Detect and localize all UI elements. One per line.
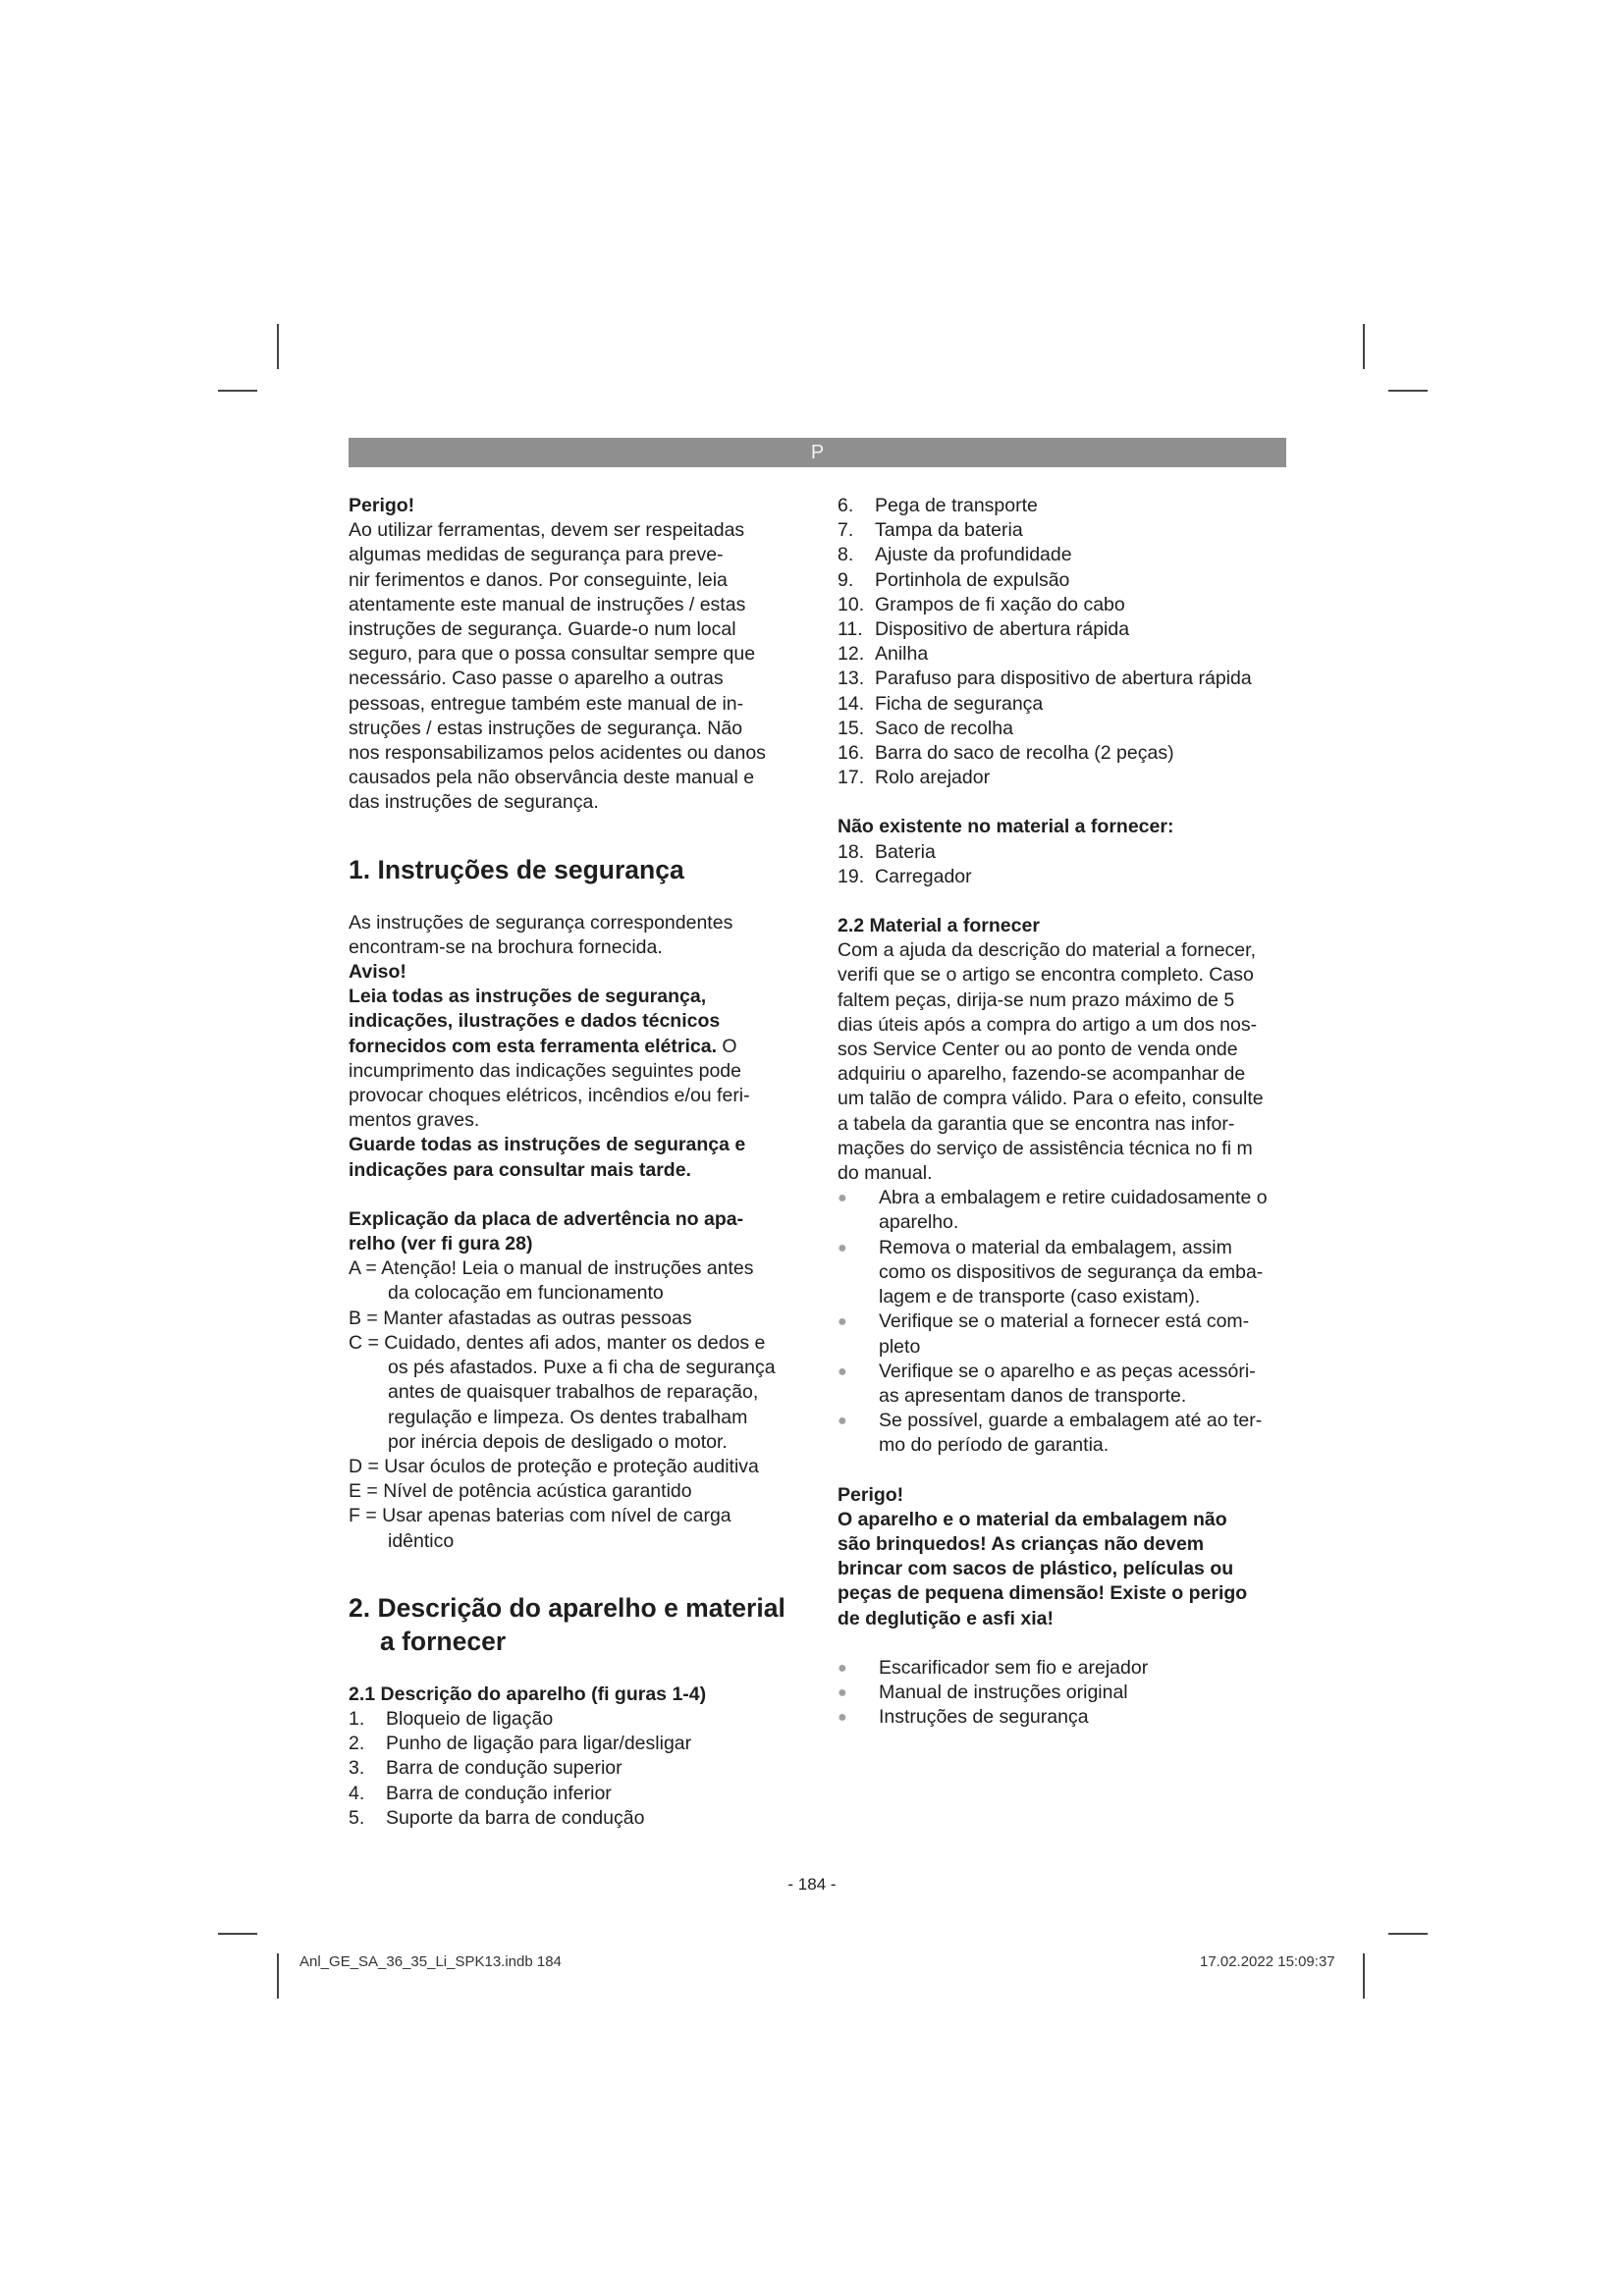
plate-item-line: os pés afastados. Puxe a fi cha de segurança — [388, 1357, 776, 1379]
unpack-step-line: lagem e de transporte (caso existam). — [879, 1286, 1201, 1308]
part-item-text: Barra de condução superior — [386, 1757, 623, 1780]
danger-text-line: das instruções de segurança. — [349, 791, 599, 814]
warning-bold-line: indicações, ilustrações e dados técnicos — [349, 1010, 721, 1033]
danger-heading: Perigo! — [838, 1483, 904, 1506]
unpack-step — [838, 1186, 1299, 1235]
section-2-title-line: 2. Descrição do aparelho e material — [349, 1592, 785, 1623]
danger-text-line: O aparelho e o material da embalagem não — [838, 1508, 1227, 1530]
plate-item-line: regulação e limpeza. Os dentes trabalham — [388, 1406, 748, 1428]
part-item-number: 12. — [838, 643, 865, 666]
supply-text-line: faltem peças, dirija-se num prazo máximo de 5 — [838, 988, 1235, 1011]
supply-text-line: adquiriu o aparelho, fazendo-se acompanhar de — [838, 1063, 1246, 1086]
section-2-title-line: a fornecer — [380, 1626, 507, 1656]
part-item-text: Saco de recolha — [875, 717, 1013, 739]
unpack-step-line: Abra a embalagem e retire cuidadosamente o — [879, 1187, 1268, 1209]
crop-mark — [277, 1953, 279, 1999]
plate-heading-line: relho (ver fi gura 28) — [349, 1233, 533, 1255]
unpack-step-line: aparelho. — [879, 1211, 959, 1234]
unpack-step-line: como os dispositivos de segurança da emba- — [879, 1260, 1264, 1283]
danger-text-line: seguro, para que o possa consultar sempre que — [349, 643, 756, 666]
supply-text-line: dias úteis após a compra do artigo a um dos nos- — [838, 1013, 1258, 1036]
crop-mark — [1388, 1933, 1428, 1935]
part-item-number: 11. — [838, 618, 863, 641]
part-item — [838, 593, 1299, 617]
plate-item-line: por inércia depois de desligado o motor. — [388, 1430, 728, 1453]
plate-item-line: idêntico — [388, 1529, 455, 1552]
danger-text-line: brincar com sacos de plástico, películas ou — [838, 1558, 1234, 1580]
footer-timestamp: 17.02.2022 15:09:37 — [1200, 1953, 1335, 1970]
unpack-step-line: as apresentam danos de transporte. — [879, 1384, 1187, 1407]
unpack-step-text — [879, 1309, 1249, 1359]
part-item-text: Rolo arejador — [875, 767, 991, 789]
unpack-step-text — [879, 1236, 1263, 1310]
bullet-icon: ● — [838, 1683, 847, 1701]
part-item-text: Bloqueio de ligação — [386, 1707, 554, 1730]
not-supplied-heading: Não existente no material a fornecer: — [838, 816, 1174, 838]
plate-item-line: F = Usar apenas baterias com nível de carga — [349, 1505, 731, 1527]
page-number: - 184 - — [787, 1875, 837, 1894]
part-item — [838, 667, 1299, 691]
part-item-number: 13. — [838, 667, 865, 690]
plate-item-line: E = Nível de potência acústica garantido — [349, 1480, 692, 1503]
part-item-number: 16. — [838, 742, 865, 765]
supplied-item — [838, 1656, 1299, 1681]
unpack-step-line: Remova o material da embalagem, assim — [879, 1236, 1232, 1258]
part-item — [838, 741, 1299, 766]
danger-text-line: causados pela não observância deste manual e — [349, 767, 755, 789]
subsection-2-2-title: 2.2 Material a fornecer — [838, 915, 1040, 937]
warning-bold-end: fornecidos com esta ferramenta elétrica. — [349, 1035, 717, 1057]
danger-text-line: instruções de segurança. Guarde-o num local — [349, 618, 736, 641]
unpack-step-text — [879, 1186, 1268, 1235]
danger-text-line: struções / estas instruções de segurança. Não — [349, 717, 743, 739]
intro-line: encontram-se na brochura fornecida. — [349, 935, 663, 958]
part-item — [838, 766, 1299, 790]
danger-text-line: algumas medidas de segurança para preve- — [349, 544, 724, 566]
not-supplied-item — [838, 840, 1299, 865]
warning-plate-item — [349, 1479, 810, 1504]
danger-text-line: necessário. Caso passe o aparelho a outras — [349, 667, 724, 690]
unpack-step-text — [879, 1360, 1256, 1409]
part-item-number: 3. — [349, 1757, 365, 1780]
part-item-number: 9. — [838, 568, 854, 591]
part-item-text: Punho de ligação para ligar/desligar — [386, 1733, 692, 1755]
part-item-text: Portinhola de expulsão — [875, 568, 1070, 591]
unpack-step-line: Se possível, guarde a embalagem até ao ter- — [879, 1410, 1263, 1432]
plate-item-line: antes de quaisquer trabalhos de reparação, — [388, 1381, 759, 1404]
unpack-step — [838, 1236, 1299, 1310]
danger-heading: Perigo! — [349, 495, 415, 516]
supply-text-line: um talão de compra válido. Para o efeito, consulte — [838, 1088, 1264, 1110]
warning-plate-item — [349, 1455, 810, 1479]
part-item-number: 2. — [349, 1733, 365, 1755]
part-item — [349, 1782, 810, 1806]
part-item — [838, 692, 1299, 717]
crop-mark — [1388, 390, 1428, 392]
warning-plate-item — [349, 1256, 810, 1306]
not-supplied-item-text: Carregador — [875, 865, 972, 887]
plate-heading-line: Explicação da placa de advertência no apa- — [349, 1207, 744, 1230]
bullet-icon: ● — [838, 1362, 847, 1380]
warning-plate-item — [349, 1331, 810, 1455]
supply-text-line: do manual. — [838, 1162, 933, 1185]
supply-text-line: Com a ajuda da descrição do material a fornecer, — [838, 939, 1256, 962]
part-item — [838, 717, 1299, 741]
part-item-text: Pega de transporte — [875, 495, 1038, 516]
crop-mark — [218, 1933, 257, 1935]
supplied-item-text: Manual de instruções original — [879, 1681, 1128, 1703]
unpack-step — [838, 1309, 1299, 1359]
crop-mark — [277, 324, 279, 369]
subsection-2-1-title: 2.1 Descrição do aparelho (fi guras 1-4) — [349, 1682, 707, 1705]
part-item — [349, 1756, 810, 1781]
part-item-number: 17. — [838, 767, 865, 789]
part-item — [838, 518, 1299, 543]
section-1-title: 1. Instruções de segurança — [349, 854, 684, 884]
part-item-text: Barra do saco de recolha (2 peças) — [875, 742, 1174, 765]
part-item-number: 15. — [838, 717, 865, 739]
supply-text-line: verifi que se o artigo se encontra completo. Caso — [838, 964, 1254, 987]
part-item-text: Tampa da bateria — [875, 519, 1023, 542]
danger-text-line: Ao utilizar ferramentas, devem ser respeitadas — [349, 519, 745, 542]
part-item — [349, 1732, 810, 1756]
footer-file-name: Anl_GE_SA_36_35_Li_SPK13.indb 184 — [299, 1953, 562, 1970]
supply-text-line: mações do serviço de assistência técnica no fi m — [838, 1137, 1253, 1159]
unpack-step-line: Verifique se o aparelho e as peças acessóri- — [879, 1360, 1256, 1382]
plate-item-line: C = Cuidado, dentes afi ados, manter os dedos e — [349, 1331, 766, 1354]
intro-line: As instruções de segurança correspondentes — [349, 911, 733, 934]
not-supplied-item-number: 19. — [838, 865, 865, 887]
supply-text-line: sos Service Center ou ao ponto de venda onde — [838, 1039, 1238, 1061]
part-item-number: 4. — [349, 1782, 365, 1804]
part-item — [838, 494, 1299, 518]
danger-text-line: atentamente este manual de instruções / estas — [349, 593, 746, 615]
unpack-step-line: Verifique se o material a fornecer está com- — [879, 1310, 1250, 1333]
bullet-icon: ● — [838, 1659, 847, 1677]
part-item-number: 5. — [349, 1806, 365, 1829]
not-supplied-item — [838, 865, 1299, 889]
part-item-text: Parafuso para dispositivo de abertura rápida — [875, 667, 1252, 690]
warning-normal-line: incumprimento das indicações seguintes pode — [349, 1059, 741, 1082]
part-item — [838, 568, 1299, 593]
right-column — [838, 494, 1299, 1730]
bullet-icon: ● — [838, 1413, 847, 1430]
supply-text-line: a tabela da garantia que se encontra nas infor- — [838, 1112, 1235, 1135]
bullet-icon: ● — [838, 1239, 847, 1256]
danger-text-line: pessoas, entregue também este manual de in- — [349, 692, 744, 715]
danger-text-line: são brinquedos! As crianças não devem — [838, 1532, 1205, 1555]
unpack-step — [838, 1409, 1299, 1458]
not-supplied-item-number: 18. — [838, 840, 865, 863]
part-item — [838, 642, 1299, 667]
left-column — [349, 494, 810, 1831]
part-item-number: 7. — [838, 519, 854, 542]
unpack-step-text — [879, 1409, 1262, 1458]
bullet-icon: ● — [838, 1313, 847, 1331]
unpack-step-line: pleto — [879, 1335, 921, 1358]
danger-text-line: peças de pequena dimensão! Existe o perigo — [838, 1582, 1248, 1605]
warning-normal-line: provocar choques elétricos, incêndios e/ou feri- — [349, 1085, 750, 1107]
plate-item-line: A = Atenção! Leia o manual de instruções antes — [349, 1257, 754, 1280]
part-item-text: Barra de condução inferior — [386, 1782, 612, 1804]
plate-item-line: da colocação em funcionamento — [388, 1282, 664, 1305]
crop-mark — [1363, 324, 1365, 369]
bullet-icon: ● — [838, 1190, 847, 1207]
danger-text-line: nir ferimentos e danos. Por conseguinte, leia — [349, 568, 728, 591]
plate-item-line: B = Manter afastadas as outras pessoas — [349, 1307, 692, 1329]
warning-bold-line: Leia todas as instruções de segurança, — [349, 986, 707, 1008]
part-item-text: Ficha de segurança — [875, 692, 1044, 715]
supplied-item — [838, 1705, 1299, 1730]
part-item-number: 1. — [349, 1707, 365, 1730]
unpack-step-line: mo do período de garantia. — [879, 1434, 1110, 1457]
warning-normal-start: O — [717, 1035, 737, 1057]
supplied-item — [838, 1681, 1299, 1705]
part-item-text: Anilha — [875, 643, 929, 666]
warning-plate-item — [349, 1504, 810, 1553]
not-supplied-item-text: Bateria — [875, 840, 936, 863]
supplied-item-text: Escarificador sem fio e arejador — [879, 1656, 1149, 1679]
part-item-text: Ajuste da profundidade — [875, 544, 1072, 566]
part-item-number: 6. — [838, 495, 854, 516]
plate-item-line: D = Usar óculos de proteção e proteção auditiva — [349, 1455, 759, 1477]
part-item-text: Dispositivo de abertura rápida — [875, 618, 1130, 641]
danger-text-line: nos responsabilizamos pelos acidentes ou danos — [349, 742, 766, 765]
part-item — [838, 617, 1299, 642]
part-item — [349, 1707, 810, 1732]
supplied-item-text: Instruções de segurança — [879, 1706, 1089, 1729]
warning-plate-item — [349, 1307, 810, 1331]
warning-label: Aviso! — [349, 961, 406, 984]
part-item — [349, 1806, 810, 1831]
danger-text-line: de deglutição e asfi xia! — [838, 1607, 1054, 1629]
part-item-number: 14. — [838, 692, 865, 715]
language-tab: P — [349, 438, 1286, 467]
keep-instructions-line: Guarde todas as instruções de segurança e — [349, 1134, 746, 1156]
crop-mark — [218, 390, 257, 392]
part-item-number: 10. — [838, 593, 865, 615]
unpack-step — [838, 1360, 1299, 1409]
warning-normal-line: mentos graves. — [349, 1109, 480, 1132]
warning-mixed-line — [349, 1035, 810, 1059]
part-item-text: Suporte da barra de condução — [386, 1806, 645, 1829]
bullet-icon: ● — [838, 1709, 847, 1727]
part-item-text: Grampos de fi xação do cabo — [875, 593, 1125, 615]
crop-mark — [1363, 1953, 1365, 1999]
keep-instructions-line: indicações para consultar mais tarde. — [349, 1158, 691, 1181]
part-item-number: 8. — [838, 544, 854, 566]
part-item — [838, 543, 1299, 567]
